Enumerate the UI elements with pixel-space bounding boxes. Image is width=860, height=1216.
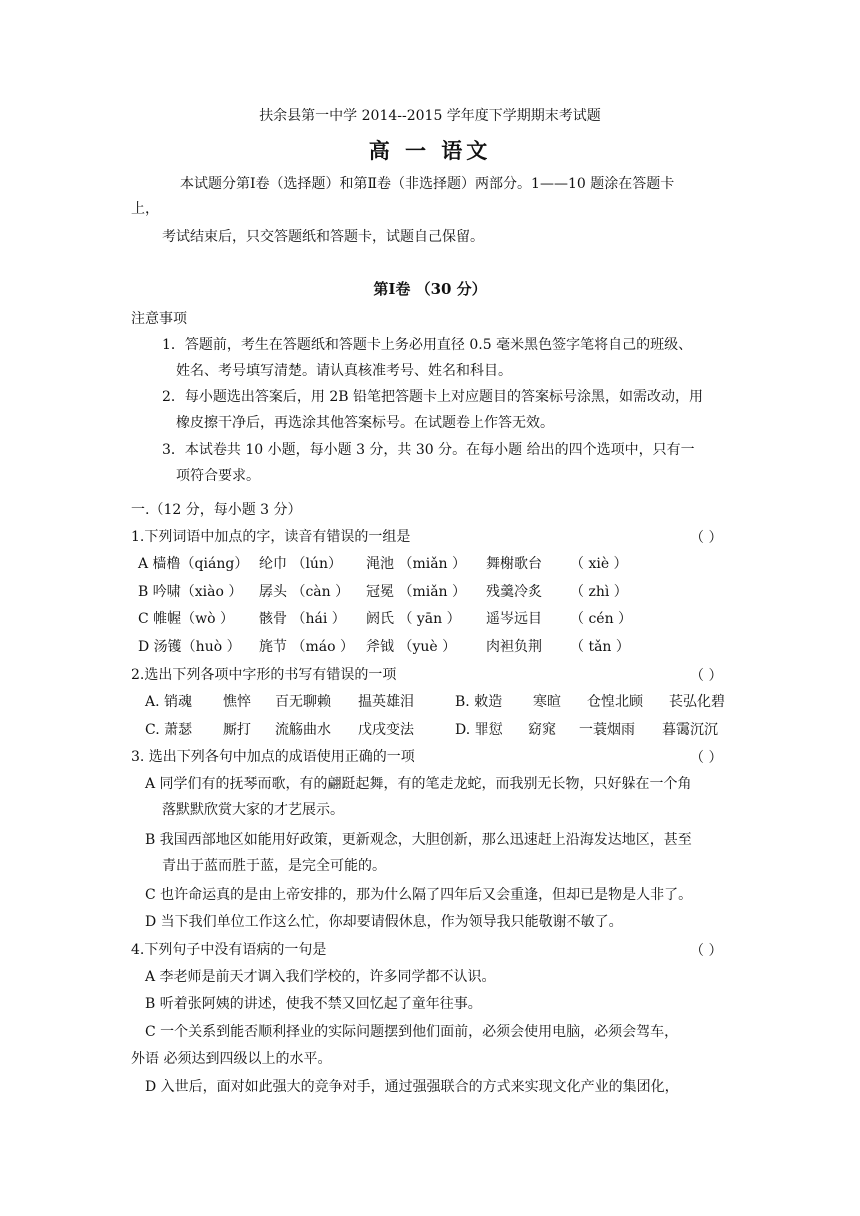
- q3-stem: 3. 选出下列各句中加点的成语使用正确的一项: [131, 749, 415, 765]
- q2-d-word-4: 暮霭沉沉: [662, 722, 718, 738]
- part1-heading: 一.（12 分，每小题 3 分）: [131, 502, 302, 518]
- q4-option-a: A 李老师是前天才调入我们学校的，许多同学都不认识。: [145, 969, 496, 985]
- q1-b-item-5: （ zhì ）: [570, 584, 628, 600]
- q4-answer-blank: （ ）: [690, 943, 723, 959]
- q3-option-a-line-1: A 同学们有的抚琴而歌，有的翩跹起舞，有的笔走龙蛇，而我别无长物，只好躲在一个角: [145, 776, 692, 792]
- q1-d-item-2: 旄节 （máo ）: [259, 639, 354, 655]
- q3-answer-blank: （ ）: [690, 750, 723, 766]
- q2-b-word-3: 仓惶北顾: [587, 694, 643, 710]
- intro-line-1-cont: 上，: [131, 201, 159, 217]
- subject-title: 高 一 语文: [368, 138, 492, 163]
- q2-c-label-1: C. 萧瑟: [145, 722, 193, 738]
- q3-option-b-line-2: 青出于蓝而胜于蓝，是完全可能的。: [162, 858, 386, 874]
- q1-b-item-3: 冠冕 （miǎn ）: [366, 584, 467, 600]
- q1-d-item-4: 肉袒负荆: [486, 639, 542, 655]
- notice-2-line-1: 2．每小题选出答案后，用 2B 铅笔把答题卡上对应题目的答案标号涂黑，如需改动，用: [162, 389, 704, 405]
- q1-a-item-5: （ xiè ）: [570, 556, 628, 572]
- q2-a-word-2: 憔悴: [223, 694, 251, 710]
- q1-answer-blank: （ ）: [690, 530, 723, 546]
- q2-c-word-2: 厮打: [223, 722, 251, 738]
- q1-c-item-4: 遥岑远目: [486, 611, 542, 627]
- q1-a-item-2: 纶巾 （lún）: [259, 556, 342, 572]
- q3-option-a-line-2: 落默默欣赏大家的才艺展示。: [162, 802, 344, 818]
- q1-a-item-3: 渑池 （miǎn ）: [366, 556, 467, 572]
- notice-3-line-1: 3．本试卷共 10 小题，每小题 3 分，共 30 分。在每小题 给出的四个选项中，只有一: [162, 442, 695, 458]
- q2-a-word-3: 百无聊赖: [275, 694, 331, 710]
- notice-1-line-1: 1．答题前，考生在答题纸和答题卡上务必用直径 0.5 毫米黑色签字笔将自己的班级、: [162, 337, 693, 353]
- q2-a-label-1: A. 销魂: [145, 694, 193, 710]
- q1-d-item-5: （ tǎn ）: [570, 639, 630, 655]
- q2-a-word-4: 揾英雄泪: [358, 694, 414, 710]
- q4-option-c-line-1: C 一个关系到能否顺利择业的实际问题摆到他们面前，必须会使用电脑，必须会驾车，: [145, 1024, 679, 1040]
- q3-option-b-line-1: B 我国西部地区如能用好政策，更新观念，大胆创新，那么迅速赶上沿海发达地区，甚至: [145, 832, 692, 848]
- q1-b-item-1: B 吟啸（xiào ）: [138, 584, 243, 600]
- q2-b-word-4: 苌弘化碧: [669, 694, 725, 710]
- q1-c-item-5: （ cén ）: [570, 611, 633, 627]
- notice-2-line-2: 橡皮擦干净后，再选涂其他答案标号。在试题卷上作答无效。: [176, 415, 554, 431]
- q1-c-item-2: 骸骨 （hái ）: [259, 611, 346, 627]
- notice-1-line-2: 姓名、考号填写清楚。请认真核准考号、姓名和科目。: [176, 363, 512, 379]
- q1-b-item-4: 残羹冷炙: [486, 584, 542, 600]
- q2-b-label-1: B. 敕造: [455, 694, 503, 710]
- intro-line-2: 考试结束后，只交答题纸和答题卡，试题自己保留。: [162, 229, 484, 245]
- q3-option-c: C 也许命运真的是由上帝安排的，那为什么隔了四年后又会重逢，但却已是物是人非了。: [145, 887, 693, 903]
- q1-d-item-1: D 汤镬（huò ）: [138, 639, 241, 655]
- q4-option-b: B 听着张阿姨的讲述，使我不禁又回忆起了童年往事。: [145, 996, 482, 1012]
- q2-answer-blank: （ ）: [690, 668, 723, 684]
- q2-c-word-3: 流觞曲水: [275, 722, 331, 738]
- q3-option-d: D 当下我们单位工作这么忙，你却要请假休息，作为领导我只能敬谢不敏了。: [145, 914, 623, 930]
- q1-a-item-1: A 樯橹（qiáng）: [138, 556, 249, 572]
- q1-c-item-1: C 帷幄（wò ）: [138, 611, 235, 627]
- q1-b-item-2: 孱头 （càn ）: [259, 584, 350, 600]
- q4-stem: 4.下列句子中没有语病的一句是: [131, 942, 327, 958]
- school-title: 扶余县第一中学 2014--2015 学年度下学期期末考试题: [259, 108, 601, 124]
- notice-heading: 注意事项: [131, 311, 187, 327]
- q2-d-label-1: D. 罪愆: [455, 722, 503, 738]
- q4-option-d-line-1: D 入世后，面对如此强大的竞争对手，通过强强联合的方式来实现文化产业的集团化，: [145, 1079, 679, 1095]
- q1-c-item-3: 阏氏 （ yān ）: [366, 611, 461, 627]
- q2-d-word-3: 一蓑烟雨: [579, 722, 635, 738]
- q1-a-item-4: 舞榭歌台: [486, 556, 542, 572]
- q2-b-word-2: 寒暄: [533, 694, 561, 710]
- q1-stem: 1.下列词语中加点的字，读音有错误的一组是: [131, 529, 411, 545]
- q2-c-word-4: 戊戌变法: [358, 722, 414, 738]
- intro-line-1: 本试题分第Ⅰ卷（选择题）和第Ⅱ卷（非选择题）两部分。1——10 题涂在答题卡: [180, 176, 675, 192]
- section-title: 第Ⅰ卷 （30 分）: [373, 280, 487, 298]
- q4-option-c-line-2: 外语 必须达到四级以上的水平。: [131, 1051, 332, 1067]
- q1-d-item-3: 斧钺 （yuè ）: [366, 639, 457, 655]
- notice-3-line-2: 项符合要求。: [176, 468, 260, 484]
- q2-stem: 2.选出下列各项中字形的书写有错误的一项: [131, 667, 397, 683]
- q2-d-word-2: 窈窕: [528, 722, 556, 738]
